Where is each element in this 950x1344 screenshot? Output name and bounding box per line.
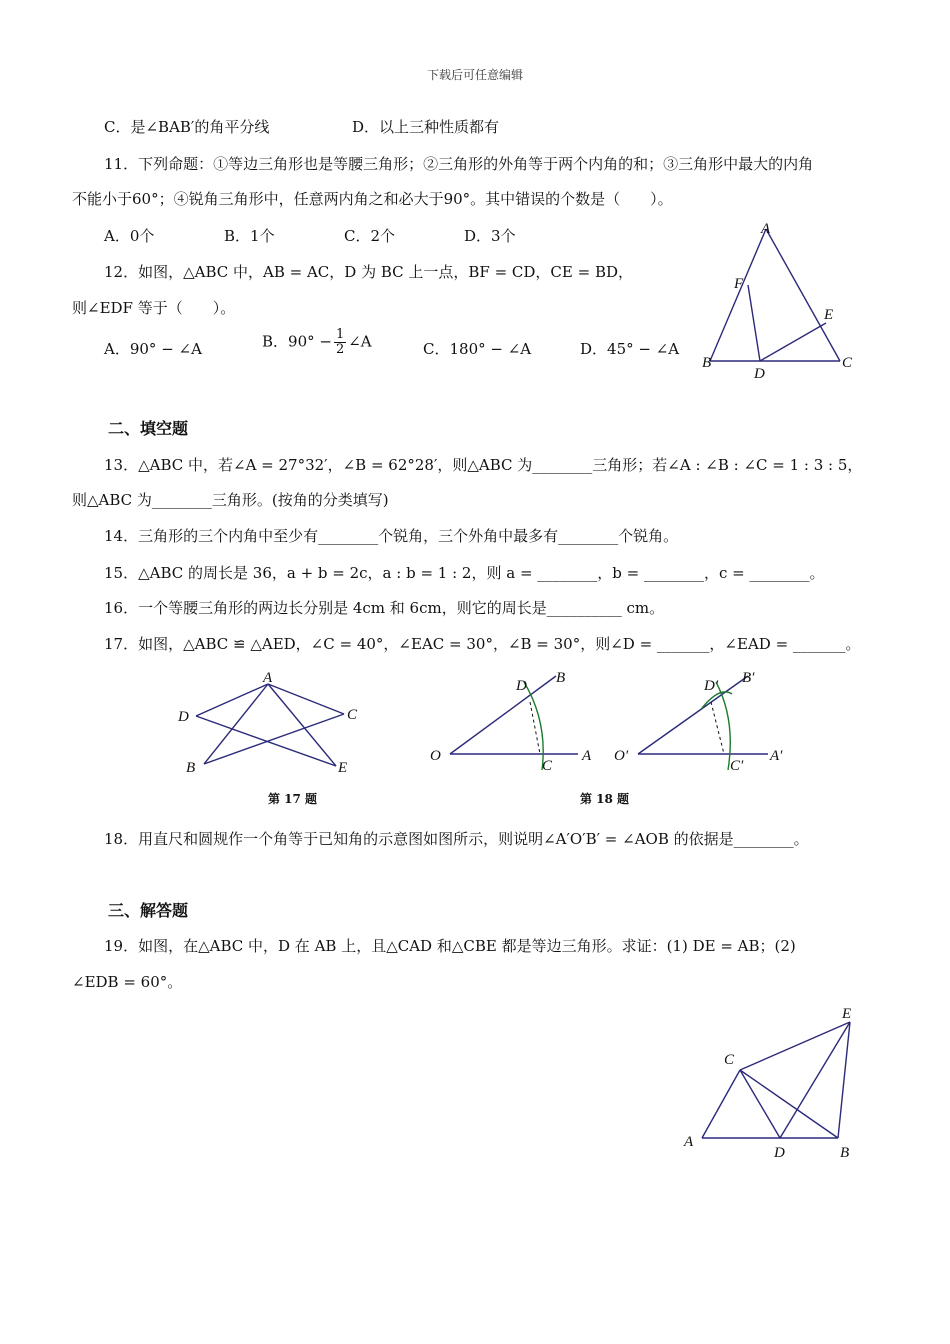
q12-option-d: D．45° − ∠A (580, 340, 680, 358)
q18-label-a2: A′ (770, 748, 783, 764)
page-header: 下载后可任意编辑 (426, 68, 523, 82)
q17-figure (170, 668, 370, 788)
q13-line2: 则△ABC 为________三角形。(按角的分类填写) (72, 491, 389, 509)
q11-line1: 11．下列命题：①等边三角形也是等腰三角形；②三角形的外角等于两个内角的和；③三角形中最大的内角 (104, 155, 814, 173)
q12-segment-fd (748, 285, 760, 361)
q13-line1: 13．△ABC 中，若∠A = 27°32′，∠B = 62°28′，则△ABC 为________三角形；若∠A : ∠B : ∠C = 1 : 3 : 5， (104, 456, 863, 474)
q19-label-a: A (684, 1134, 694, 1150)
q18-caption: 第 18 题 (580, 792, 630, 806)
q18: 18．用直尺和圆规作一个角等于已知角的示意图如图所示，则说明∠A′O′B′ = ∠AOB 的依据是________。 (104, 830, 809, 848)
q17-caption: 第 17 题 (268, 792, 318, 806)
q17-label-e: E (338, 760, 348, 776)
q17-label-b: B (186, 760, 196, 776)
q17-label-a: A (263, 670, 273, 686)
q19-seg-cb (740, 1070, 838, 1138)
q19-line1: 19．如图，在△ABC 中，D 在 AB 上，且△CAD 和△CBE 都是等边三角形。求证：(1) DE = AB；(2) (104, 937, 796, 955)
q12-side-ab (710, 229, 766, 361)
q12-option-b (262, 328, 372, 357)
q11-option-d: D．3个 (464, 227, 516, 245)
fraction-numerator: 1 (335, 327, 345, 342)
q19-label-c: C (724, 1052, 735, 1068)
q18-label-c: C (542, 758, 553, 774)
fraction-half (334, 328, 346, 357)
q11-option-b: B．1个 (224, 227, 275, 245)
q19-label-b: B (840, 1145, 850, 1161)
q18-arc-2 (716, 682, 730, 770)
q12-segment-de (760, 323, 826, 361)
section-2-title: 二、填空题 (108, 419, 189, 438)
q10-option-c: C．是∠BAB′的角平分线 (104, 118, 270, 136)
q12-line1: 12．如图，△ABC 中，AB = AC，D 为 BC 上一点，BF = CD，CE = BD， (104, 263, 634, 281)
q18-label-b2: B′ (742, 670, 755, 686)
q18-label-o2: O′ (614, 748, 629, 764)
q11-line2: 不能小于60°；④锐角三角形中，任意两内角之和必大于90°。其中错误的个数是（ ）。 (72, 190, 673, 208)
q18-label-b: B (556, 670, 566, 686)
fraction-denominator: 2 (335, 342, 345, 357)
q18-label-c2: C′ (730, 758, 744, 774)
q12-label-e: E (824, 307, 834, 323)
q18-dashed-d2c2 (711, 702, 724, 754)
q17-label-d: D (178, 709, 189, 725)
q17-seg-ac (268, 684, 344, 714)
q19-label-e: E (842, 1006, 852, 1022)
q12-label-b: B (702, 355, 712, 371)
q17: 17．如图，△ABC ≌ △AED，∠C = 40°，∠EAC = 30°，∠B = 30°，则∠D = _______，∠EAD = _______。 (104, 635, 861, 653)
q18-label-o: O (430, 748, 441, 764)
q12-label-a: A (761, 221, 771, 237)
q11-option-c: C．2个 (344, 227, 396, 245)
q11-option-a: A．0个 (104, 227, 155, 245)
q17-label-c: C (347, 707, 358, 723)
section-3-title: 三、解答题 (108, 901, 189, 920)
q12-side-ac (766, 229, 840, 361)
q14: 14．三角形的三个内角中至少有________个锐角，三个外角中最多有________个锐角。 (104, 527, 679, 545)
q19-seg-cd (740, 1070, 780, 1138)
q18-label-d: D (516, 678, 527, 694)
q16: 16．一个等腰三角形的两边长分别是 4cm 和 6cm，则它的周长是__________ cm。 (104, 599, 665, 617)
q12-label-d: D (754, 366, 765, 382)
q17-seg-ad (196, 684, 268, 716)
q12-figure (690, 215, 870, 385)
q17-seg-bc (204, 714, 344, 764)
q18-ray-o2b2 (638, 676, 748, 754)
q18-ray-ob (450, 676, 556, 754)
q18-label-d2: D′ (704, 678, 719, 694)
q12-b-suffix: ∠A (348, 332, 372, 351)
q19-seg-ce (740, 1022, 850, 1070)
q19-label-d: D (774, 1145, 785, 1161)
q18-arc-1 (524, 682, 543, 770)
q18-label-a: A (582, 748, 592, 764)
q18-dashed-dc (530, 702, 540, 754)
q12-option-a: A．90° − ∠A (104, 340, 202, 358)
q15: 15．△ABC 的周长是 36，a + b = 2c，a : b = 1 : 2，则 a = ________，b = ________，c = ________。 (104, 564, 825, 582)
q12-b-prefix: B．90° − (262, 332, 332, 351)
q12-line2: 则∠EDF 等于（ ）。 (72, 299, 236, 317)
q12-label-c: C (842, 355, 853, 371)
q12-option-c: C．180° − ∠A (423, 340, 532, 358)
q19-seg-ac (702, 1070, 740, 1138)
q19-line2: ∠EDB = 60°。 (72, 973, 183, 991)
q10-option-d: D．以上三种性质都有 (352, 118, 500, 136)
q18-figure (420, 662, 800, 782)
q19-figure (676, 998, 876, 1168)
q12-label-f: F (734, 276, 744, 292)
